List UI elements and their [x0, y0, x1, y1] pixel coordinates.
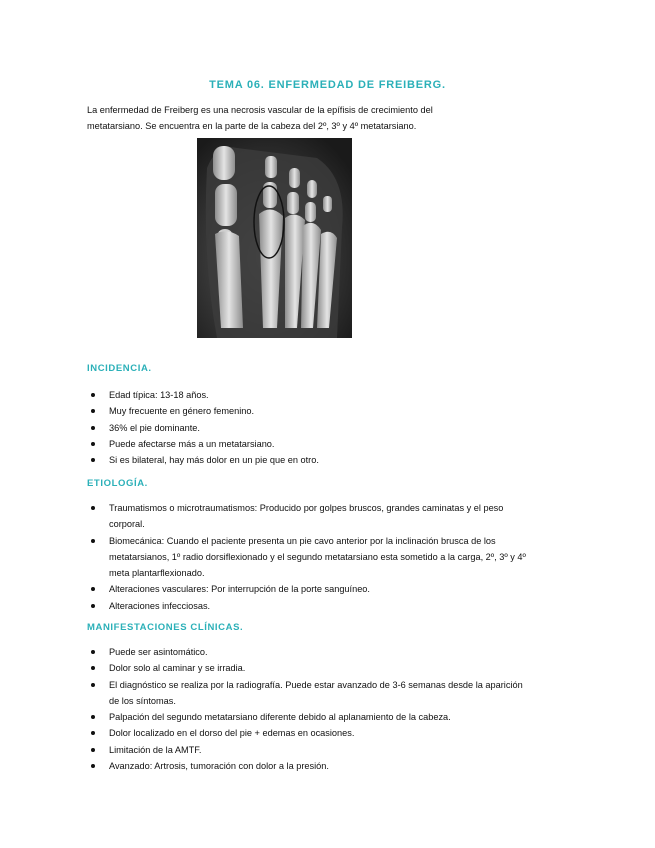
list-item: Alteraciones vasculares: Por interrupción de la porte sanguíneo.: [87, 581, 527, 597]
xray-illustration: [197, 138, 352, 338]
section-heading-incidencia: INCIDENCIA.: [87, 363, 152, 374]
list-item: Muy frecuente en género femenino.: [87, 403, 527, 419]
list-item: Palpación del segundo metatarsiano diferente debido al aplanamiento de la cabeza.: [87, 709, 527, 725]
list-item: Biomecánica: Cuando el paciente presenta un pie cavo anterior por la inclinación brusca de los metatarsianos, 1º radio dorsiflexionado y el segundo metatarsiano esta sometido a la carga, 2º, 3º y 4º meta plantarflexionado.: [87, 533, 527, 582]
manifestaciones-list: [87, 644, 527, 774]
foot-xray-image: [197, 138, 352, 338]
section-heading-manifestaciones: MANIFESTACIONES CLÍNICAS.: [87, 622, 244, 633]
list-item: El diagnóstico se realiza por la radiografía. Puede estar avanzado de 3-6 semanas desde la aparición de los síntomas.: [87, 677, 527, 710]
section-heading-etiologia: ETIOLOGÍA.: [87, 478, 148, 489]
list-item: Si es bilateral, hay más dolor en un pie que en otro.: [87, 452, 527, 468]
list-item: Avanzado: Artrosis, tumoración con dolor a la presión.: [87, 758, 527, 774]
etiologia-list: [87, 500, 527, 614]
intro-paragraph: La enfermedad de Freiberg es una necrosis vascular de la epífisis de crecimiento del metatarsiano. Se encuentra en la parte de la cabeza del 2º, 3º y 4º metatarsiano.: [87, 105, 433, 131]
list-item: Puede ser asintomático.: [87, 644, 527, 660]
list-item: 36% el pie dominante.: [87, 420, 527, 436]
list-item: Edad típica: 13-18 años.: [87, 387, 527, 403]
list-item: Limitación de la AMTF.: [87, 742, 527, 758]
list-item: Alteraciones infecciosas.: [87, 598, 527, 614]
list-item: Traumatismos o microtraumatismos: Producido por golpes bruscos, grandes caminatas y el peso corporal.: [87, 500, 527, 533]
document-title: TEMA 06. ENFERMEDAD DE FREIBERG.: [209, 79, 446, 92]
list-item: Puede afectarse más a un metatarsiano.: [87, 436, 527, 452]
list-item: Dolor solo al caminar y se irradia.: [87, 660, 527, 676]
incidencia-list: [87, 387, 527, 468]
list-item: Dolor localizado en el dorso del pie + edemas en ocasiones.: [87, 725, 527, 741]
